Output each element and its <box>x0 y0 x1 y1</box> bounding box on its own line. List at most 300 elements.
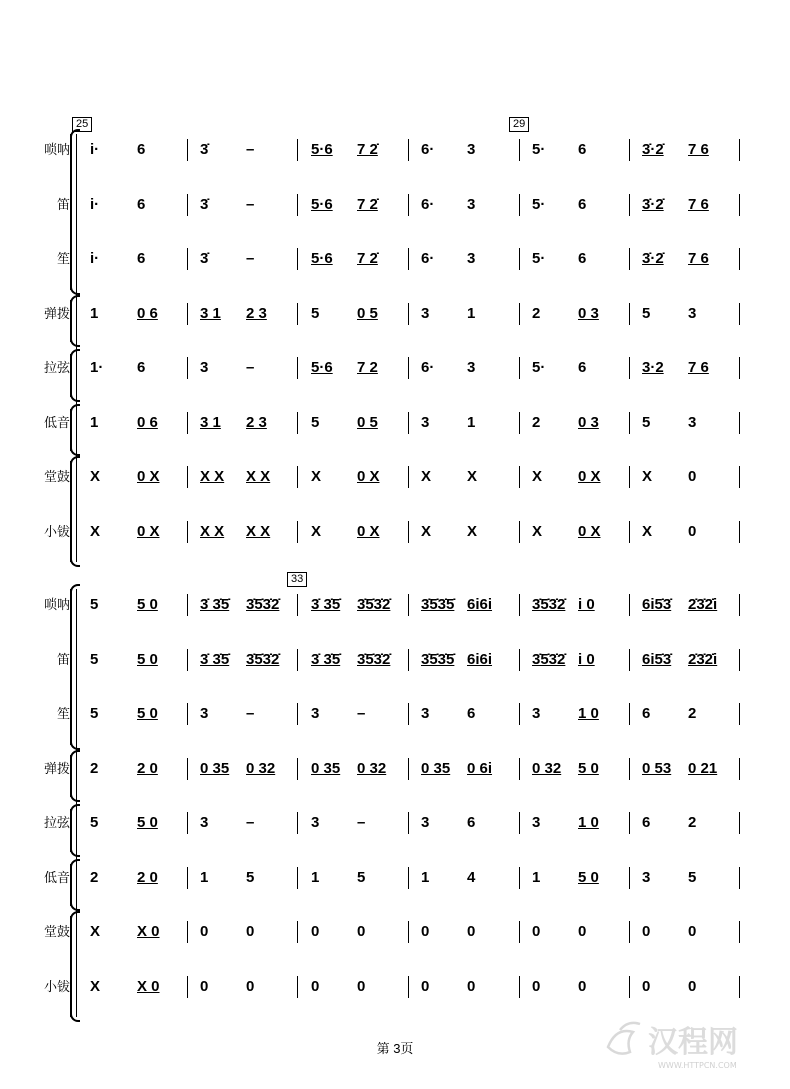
instrument-name: 拉弦 <box>43 815 70 830</box>
beat-notation: 0 <box>532 977 541 995</box>
beat-notation: 5 <box>357 868 366 886</box>
instrument-row <box>0 294 790 334</box>
bar-line <box>739 248 740 270</box>
bar-line <box>297 303 298 325</box>
bar-line <box>519 867 520 889</box>
bar-line <box>629 357 630 379</box>
beat-notation: 5 <box>90 650 99 668</box>
beat-notation: 2 3 <box>246 413 267 431</box>
instrument-row <box>0 512 790 552</box>
measure-number: 33 <box>287 572 307 587</box>
beat-notation: 3 <box>532 705 541 722</box>
bar-line <box>519 921 520 943</box>
instrument-row <box>0 457 790 497</box>
beat-notation: X <box>421 522 432 540</box>
instrument-name: 拉弦 <box>43 360 70 375</box>
beat-notation: 0 <box>532 923 541 940</box>
beat-notation: 0 <box>642 923 651 940</box>
bar-line <box>297 976 298 998</box>
bar-line <box>187 466 188 488</box>
beat-notation: 0 X <box>357 522 380 540</box>
bar-line <box>187 758 188 780</box>
beat-notation: 3̇ <box>200 195 209 213</box>
instrument-name: 低音 <box>43 869 70 885</box>
bar-line <box>629 649 630 671</box>
instrument-name: 笛 <box>56 196 70 212</box>
beat-notation: 5 0 <box>578 759 599 777</box>
beat-notation: 3̇ <box>200 141 209 158</box>
bar-line <box>297 412 298 434</box>
beat-notation: 5 <box>311 413 320 431</box>
bar-line <box>297 594 298 616</box>
bar-line <box>408 758 409 780</box>
beat-notation: 3̇5̇3̇2̇ <box>246 650 280 668</box>
bar-line <box>297 758 298 780</box>
beat-notation: 0 <box>357 923 366 940</box>
bar-line <box>519 976 520 998</box>
bar-line <box>739 194 740 216</box>
beat-notation: 1 0 <box>578 705 599 722</box>
beat-notation: 0 X <box>357 468 380 485</box>
beat-notation: 0 X <box>578 468 601 485</box>
bar-line <box>739 867 740 889</box>
beat-notation: 5· <box>532 359 546 376</box>
instrument-name: 笙 <box>56 706 70 721</box>
beat-notation: X <box>467 522 478 540</box>
beat-notation: 0 <box>688 977 697 995</box>
beat-notation: 3̇5̇3̇5̇ <box>421 596 455 613</box>
instrument-row <box>0 640 790 680</box>
instrument-name: 弹拨 <box>43 305 70 321</box>
beat-notation: – <box>357 705 366 722</box>
beat-notation: 5 0 <box>137 705 158 722</box>
bar-line <box>629 758 630 780</box>
beat-notation: 2 0 <box>137 759 158 777</box>
bar-line <box>739 139 740 161</box>
beat-notation: 3 1 <box>200 304 221 322</box>
bar-line <box>739 412 740 434</box>
beat-notation: 0 35 <box>421 759 451 777</box>
beat-notation: X <box>532 522 543 540</box>
beat-notation: 0 <box>688 468 697 485</box>
beat-notation: 3 <box>688 304 697 322</box>
instrument-row <box>0 912 790 952</box>
bar-line <box>519 466 520 488</box>
beat-notation: 0 <box>467 923 476 940</box>
beat-notation: 3̇5̇3̇2̇ <box>357 650 391 668</box>
beat-notation: 0 32 <box>532 759 562 777</box>
beat-notation: X X <box>200 522 225 540</box>
bar-line <box>297 248 298 270</box>
beat-notation: i· <box>90 195 100 213</box>
beat-notation: 7 6 <box>688 359 709 376</box>
beat-notation: 5· <box>532 141 546 158</box>
beat-notation: 5· <box>532 250 546 267</box>
beat-notation: 6 <box>137 359 146 376</box>
bar-line <box>297 867 298 889</box>
bar-line <box>187 812 188 834</box>
bar-line <box>408 649 409 671</box>
bar-line <box>408 139 409 161</box>
bar-line <box>408 303 409 325</box>
instrument-name: 笙 <box>56 251 70 266</box>
beat-notation: 5·6 <box>311 359 333 376</box>
beat-notation: 5 <box>642 304 651 322</box>
beat-notation: 1 <box>467 304 476 322</box>
beat-notation: 7 2̇ <box>357 250 378 267</box>
bar-line <box>519 521 520 543</box>
bar-line <box>739 357 740 379</box>
beat-notation: 3̇5̇3̇2̇ <box>532 596 566 613</box>
beat-notation: X <box>311 522 322 540</box>
bar-line <box>187 521 188 543</box>
beat-notation: 2 3 <box>246 304 267 322</box>
beat-notation: 1 <box>311 868 320 886</box>
bar-line <box>297 812 298 834</box>
beat-notation: 2̇3̇2̇i <box>688 650 718 668</box>
beat-notation: 5 0 <box>137 650 158 668</box>
beat-notation: 7 2 <box>357 359 378 376</box>
beat-notation: 3̇5̇3̇5̇ <box>421 650 455 668</box>
instrument-row <box>0 858 790 898</box>
bar-line <box>187 139 188 161</box>
beat-notation: 7 2̇ <box>357 141 378 158</box>
beat-notation: X X <box>200 468 225 485</box>
beat-notation: 3̇ 3̇5̇ <box>311 650 341 668</box>
bar-line <box>408 921 409 943</box>
beat-notation: 5 <box>642 413 651 431</box>
bar-line <box>629 194 630 216</box>
beat-notation: 2̇3̇2̇i <box>688 596 718 613</box>
bar-line <box>408 248 409 270</box>
beat-notation: 6 <box>137 141 146 158</box>
beat-notation: 1 <box>200 868 209 886</box>
beat-notation: X <box>642 468 653 485</box>
beat-notation: 0 <box>467 977 476 995</box>
bar-line <box>519 649 520 671</box>
beat-notation: – <box>246 250 255 267</box>
instrument-name: 堂鼓 <box>43 924 70 939</box>
beat-notation: 0 <box>688 923 697 940</box>
beat-notation: 3 <box>421 814 430 831</box>
beat-notation: 5 <box>246 868 255 886</box>
beat-notation: 0 X <box>578 522 601 540</box>
bar-line <box>408 466 409 488</box>
beat-notation: 2 <box>90 868 99 886</box>
beat-notation: 0 32 <box>357 759 387 777</box>
beat-notation: 3̇5̇3̇2̇ <box>532 650 566 668</box>
beat-notation: i 0 <box>578 650 595 668</box>
beat-notation: 3̇·2̇ <box>642 141 664 158</box>
beat-notation: 0 35 <box>311 759 341 777</box>
bar-line <box>297 194 298 216</box>
beat-notation: 0 <box>246 977 255 995</box>
beat-notation: 7 6 <box>688 141 709 158</box>
bar-line <box>739 703 740 725</box>
beat-notation: 0 <box>246 923 255 940</box>
bar-line <box>519 303 520 325</box>
beat-notation: 0 <box>578 923 587 940</box>
bar-line <box>519 758 520 780</box>
bar-line <box>739 921 740 943</box>
beat-notation: – <box>246 141 255 158</box>
instrument-name: 小钹 <box>43 523 70 539</box>
beat-notation: 6 <box>578 359 587 376</box>
beat-notation: 2 <box>90 759 99 777</box>
bar-line <box>739 976 740 998</box>
bar-line <box>739 521 740 543</box>
bar-line <box>297 139 298 161</box>
bar-line <box>187 248 188 270</box>
beat-notation: 3 <box>642 868 651 886</box>
beat-notation: 3 <box>200 705 209 722</box>
beat-notation: 6 <box>642 814 651 831</box>
beat-notation: X 0 <box>137 923 160 940</box>
beat-notation: 3 <box>421 304 430 322</box>
beat-notation: X 0 <box>137 977 160 995</box>
bar-line <box>408 194 409 216</box>
beat-notation: 6 <box>467 705 476 722</box>
beat-notation: 6· <box>421 359 435 376</box>
beat-notation: X <box>642 522 653 540</box>
beat-notation: – <box>357 814 366 831</box>
bar-line <box>739 594 740 616</box>
beat-notation: X <box>90 468 101 485</box>
beat-notation: 2 <box>688 814 697 831</box>
beat-notation: 6 <box>137 195 146 213</box>
beat-notation: 5 0 <box>137 596 158 613</box>
beat-notation: 5 0 <box>137 814 158 831</box>
beat-notation: 3 <box>200 359 209 376</box>
beat-notation: 0 5 <box>357 413 378 431</box>
beat-notation: – <box>246 705 255 722</box>
bar-line <box>187 921 188 943</box>
beat-notation: 6 <box>578 250 587 267</box>
bar-line <box>739 649 740 671</box>
bar-line <box>187 976 188 998</box>
beat-notation: 5 <box>90 814 99 831</box>
beat-notation: 3̇5̇3̇2̇ <box>246 596 280 613</box>
bar-line <box>187 194 188 216</box>
bar-line <box>408 812 409 834</box>
bar-line <box>187 594 188 616</box>
beat-notation: i 0 <box>578 596 595 613</box>
beat-notation: i· <box>90 141 100 158</box>
beat-notation: 5 <box>90 705 99 722</box>
bar-line <box>519 357 520 379</box>
bar-line <box>519 703 520 725</box>
beat-notation: 0 <box>642 977 651 995</box>
watermark-text: 汉程网 <box>648 1025 738 1060</box>
instrument-name: 唢呐 <box>43 597 70 612</box>
beat-notation: 6 <box>642 705 651 722</box>
beat-notation: X X <box>246 522 271 540</box>
beat-notation: 6· <box>421 141 435 158</box>
bar-line <box>408 357 409 379</box>
beat-notation: 0 5 <box>357 304 378 322</box>
bar-line <box>297 357 298 379</box>
measure-number: 29 <box>509 117 529 132</box>
beat-notation: X <box>90 923 101 940</box>
bar-line <box>629 466 630 488</box>
bar-line <box>629 248 630 270</box>
bar-line <box>629 139 630 161</box>
beat-notation: 0 <box>200 923 209 940</box>
beat-notation: 3 <box>467 141 476 158</box>
instrument-name: 堂鼓 <box>43 469 70 484</box>
beat-notation: 5 0 <box>578 868 599 886</box>
beat-notation: 5· <box>532 195 546 213</box>
beat-notation: 2 <box>532 413 541 431</box>
beat-notation: 2 <box>688 705 697 722</box>
beat-notation: 0 <box>200 977 209 995</box>
beat-notation: 6 <box>578 195 587 213</box>
bar-line <box>739 466 740 488</box>
instrument-row <box>0 185 790 225</box>
beat-notation: 3 1 <box>200 413 221 431</box>
beat-notation: 4 <box>467 868 476 886</box>
beat-notation: 3·2 <box>642 359 664 376</box>
instrument-row <box>0 403 790 443</box>
bar-line <box>629 412 630 434</box>
beat-notation: 0 <box>357 977 366 995</box>
beat-notation: – <box>246 195 255 213</box>
beat-notation: 7 6 <box>688 195 709 213</box>
bar-line <box>739 303 740 325</box>
beat-notation: 0 <box>578 977 587 995</box>
beat-notation: 0 X <box>137 522 160 540</box>
beat-notation: 5 <box>311 304 320 322</box>
beat-notation: 0 3 <box>578 413 599 431</box>
instrument-row <box>0 749 790 789</box>
beat-notation: 6 <box>578 141 587 158</box>
beat-notation: 6i5̇3̇ <box>642 650 672 668</box>
beat-notation: – <box>246 814 255 831</box>
beat-notation: 0 X <box>137 468 160 485</box>
beat-notation: 7 2̇ <box>357 195 378 213</box>
bar-line <box>408 594 409 616</box>
beat-notation: 1 <box>90 413 99 431</box>
beat-notation: 5·6 <box>311 141 333 158</box>
bar-line <box>519 194 520 216</box>
beat-notation: 6· <box>421 195 435 213</box>
beat-notation: 3̇·2̇ <box>642 250 664 267</box>
beat-notation: 6i5̇3̇ <box>642 596 672 613</box>
beat-notation: 5 <box>688 868 697 886</box>
beat-notation: 3 <box>311 705 320 722</box>
beat-notation: X <box>532 468 543 485</box>
beat-notation: 3̇5̇3̇2̇ <box>357 596 391 613</box>
beat-notation: 1 <box>90 304 99 322</box>
beat-notation: 0 3 <box>578 304 599 322</box>
instrument-name: 小钹 <box>43 978 70 994</box>
bar-line <box>187 357 188 379</box>
instrument-name: 弹拨 <box>43 760 70 776</box>
beat-notation: 5 <box>90 596 99 613</box>
beat-notation: 5·6 <box>311 195 333 213</box>
instrument-row <box>0 585 790 625</box>
watermark-url: WWW.HTTPCN.COM <box>658 1061 737 1070</box>
bar-line <box>629 303 630 325</box>
beat-notation: 0 32 <box>246 759 276 777</box>
bar-line <box>629 976 630 998</box>
bar-line <box>519 139 520 161</box>
bar-line <box>187 412 188 434</box>
beat-notation: 3̇ 3̇5̇ <box>311 596 341 613</box>
instrument-row <box>0 694 790 734</box>
beat-notation: 0 6i <box>467 759 493 777</box>
beat-notation: 1 <box>421 868 430 886</box>
instrument-name: 低音 <box>43 414 70 430</box>
beat-notation: 0 <box>421 923 430 940</box>
bar-line <box>629 521 630 543</box>
bar-line <box>519 812 520 834</box>
bar-line <box>519 594 520 616</box>
beat-notation: 3 <box>532 814 541 831</box>
bar-line <box>408 521 409 543</box>
beat-notation: – <box>246 359 255 376</box>
bar-line <box>519 412 520 434</box>
beat-notation: 6i6i <box>467 596 493 613</box>
bar-line <box>297 649 298 671</box>
beat-notation: 3̇ 3̇5̇ <box>200 650 230 668</box>
beat-notation: 0 35 <box>200 759 230 777</box>
bar-line <box>629 812 630 834</box>
beat-notation: X <box>311 468 322 485</box>
beat-notation: 1 <box>532 868 541 886</box>
bar-line <box>629 867 630 889</box>
beat-notation: 6 <box>137 250 146 267</box>
beat-notation: 1· <box>90 359 104 376</box>
beat-notation: i· <box>90 250 100 267</box>
bar-line <box>187 703 188 725</box>
bar-line <box>629 921 630 943</box>
bar-line <box>408 976 409 998</box>
measure-number: 25 <box>72 117 92 132</box>
beat-notation: 0 53 <box>642 759 672 777</box>
instrument-row <box>0 803 790 843</box>
beat-notation: X <box>90 977 101 995</box>
beat-notation: 6· <box>421 250 435 267</box>
beat-notation: 3 <box>421 705 430 722</box>
page-number: 第 3页 <box>376 1041 414 1056</box>
bar-line <box>297 703 298 725</box>
beat-notation: 2 <box>532 304 541 322</box>
bar-line <box>297 466 298 488</box>
beat-notation: 5·6 <box>311 250 333 267</box>
beat-notation: 0 6 <box>137 304 158 322</box>
bar-line <box>408 867 409 889</box>
beat-notation: 3 <box>200 814 209 831</box>
beat-notation: 3 <box>421 413 430 431</box>
beat-notation: 0 <box>688 522 697 540</box>
instrument-row <box>0 130 790 170</box>
beat-notation: 3 <box>467 359 476 376</box>
beat-notation: X <box>421 468 432 485</box>
instrument-row <box>0 967 790 1007</box>
beat-notation: 2 0 <box>137 868 158 886</box>
beat-notation: 0 <box>311 923 320 940</box>
beat-notation: 3̇ <box>200 250 209 267</box>
bar-line <box>408 412 409 434</box>
beat-notation: 3̇ 3̇5̇ <box>200 596 230 613</box>
bar-line <box>739 812 740 834</box>
bar-line <box>297 921 298 943</box>
beat-notation: 3 <box>467 250 476 267</box>
watermark-logo <box>598 1012 778 1072</box>
bar-line <box>629 703 630 725</box>
beat-notation: 0 21 <box>688 759 718 777</box>
